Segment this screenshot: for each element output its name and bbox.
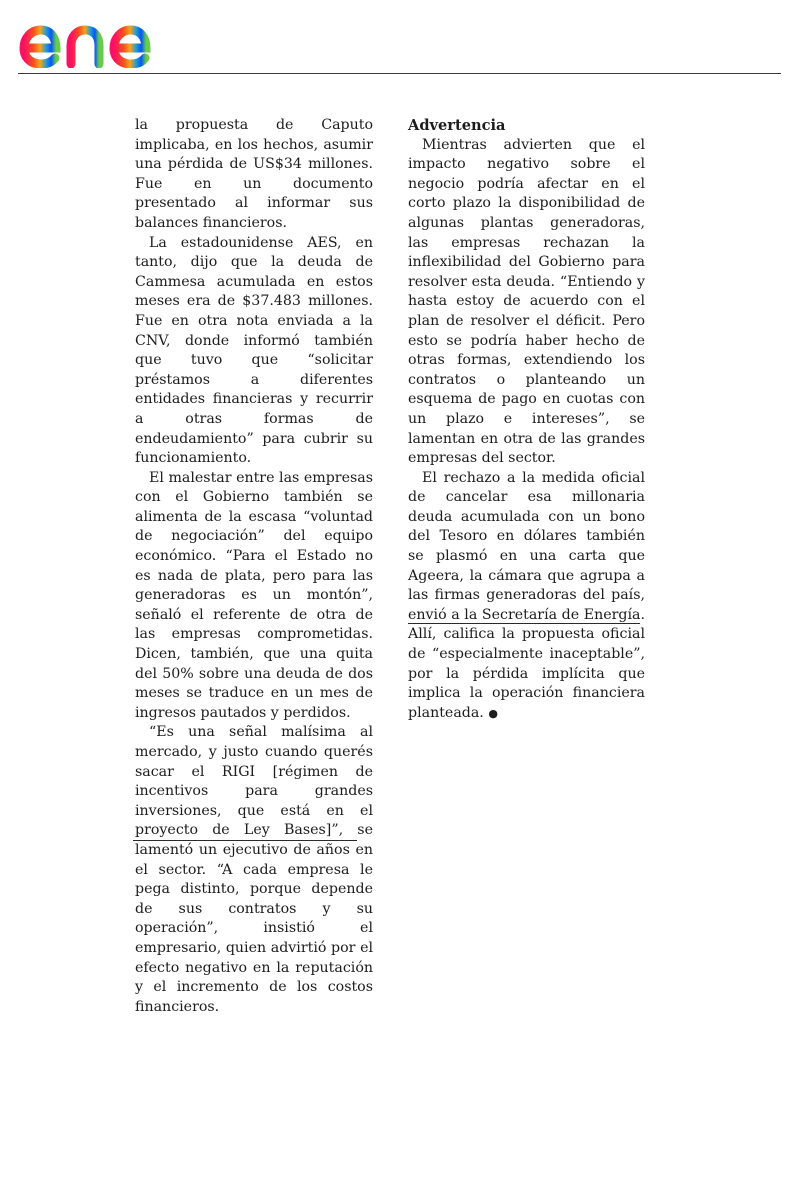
paragraph-text: El rechazo a la medida oficial de cancelar esa millonaria deuda acumulada con un bono del Tesoro en dólares también se plasmó en una carta que Ageera, la cámara que agrupa a las firmas generadoras del país, envió a la Secretaría de Energía. Allí, califica la propuesta oficial de “especialmente inaceptable”, por la pérdida implícita que implica la operación financiera planteada. xyxy=(408,469,645,721)
article-right-column xyxy=(408,116,645,723)
paragraph: “Es una señal malísima al mercado, y justo cuando querés sacar el RIGI [régimen de incentivos para grandes inversiones, que está en el proyecto de Ley Bases]”, se lamentó un ejecutivo de años en el sector. “A cada empresa le pega distinto, porque depende de sus contratos y su operación”, insistió el empresario, quien advirtió por el efecto negativo en la reputación y el incremento de los costos financieros. xyxy=(135,724,373,1015)
end-of-article-mark: ● xyxy=(488,706,498,720)
paragraph: la propuesta de Caputo implicaba, en los hechos, asumir una pérdida de US$34 millones. Fue en un documento presentado al informar sus balances financieros. xyxy=(135,117,373,231)
header-divider xyxy=(18,73,781,74)
paragraph xyxy=(408,469,645,724)
right-column-end-rule xyxy=(408,623,640,624)
enel-logo xyxy=(16,6,181,68)
paragraph: La estadounidense AES, en tanto, dijo que la deuda de Cammesa acumulada en estos meses era de $37.483 millones. Fue en otra nota enviada a la CNV, donde informó también que tuvo que “solicitar préstamos a diferentes entidades financieras y recurrir a otras formas de endeudamiento” para cubrir su funcionamiento. xyxy=(135,234,373,467)
left-column-end-rule xyxy=(133,840,357,841)
paragraph: El malestar entre las empresas con el Gobierno también se alimenta de la escasa “voluntad de negociación” del equipo económico. “Para el Estado no es nada de plata, pero para las generadoras es un montón”, señaló el referente de otra de las empresas comprometidas. Dicen, también, que una quita del 50% sobre una deuda de dos meses se traduce en un mes de ingresos pautados y perdidos. xyxy=(135,469,373,721)
subheading: Advertencia xyxy=(408,117,506,134)
paragraph: Mientras advierten que el impacto negativo sobre el negocio podría afectar en el corto plazo la disponibilidad de algunas plantas generadoras, las empresas rechazan la inflexibilidad del Gobierno para resolver esta deuda. “Entiendo y hasta estoy de acuerdo con el plan de resolver el déficit. Pero esto se podría haber hecho de otras formas, extendiendo los contratos o planteando un esquema de pago en cuotas con un plazo e intereses”, se lamentan en otra de las grandes empresas del sector. xyxy=(408,136,645,467)
article-left-column xyxy=(135,116,373,1017)
